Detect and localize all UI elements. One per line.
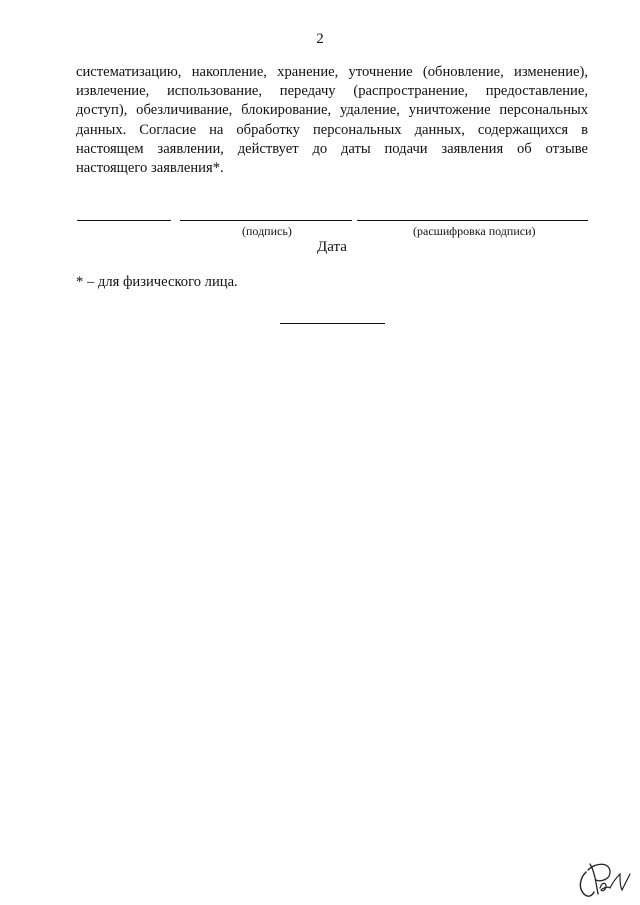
signature-line: [180, 220, 352, 221]
paragraph-line: данных. Согласие на обработку персональных данных, содержащихся в: [76, 121, 588, 138]
date-label: Дата: [317, 239, 347, 255]
paragraph-line: доступ), обезличивание, блокирование, удаление, уничтожение персональных: [76, 102, 588, 119]
footnote: * – для физического лица.: [76, 274, 238, 290]
transcript-caption: (расшифровка подписи): [413, 224, 536, 238]
signature-transcript-line: [357, 220, 588, 221]
end-divider: [280, 323, 385, 324]
paragraph-line: настоящем заявлении, действует до даты подачи заявления об отзыве: [76, 140, 588, 157]
paragraph-line: извлечение, использование, передачу (распространение, предоставление,: [76, 83, 588, 100]
signature-caption: (подпись): [242, 224, 292, 238]
paragraph-line: настоящего заявления*.: [76, 160, 224, 177]
handwritten-initials-icon: [570, 852, 634, 900]
consent-paragraph: [76, 63, 588, 178]
paragraph-line: систематизацию, накопление, хранение, уточнение (обновление, изменение),: [76, 64, 588, 80]
date-signature-line: [77, 220, 171, 221]
page-number: 2: [316, 31, 324, 47]
